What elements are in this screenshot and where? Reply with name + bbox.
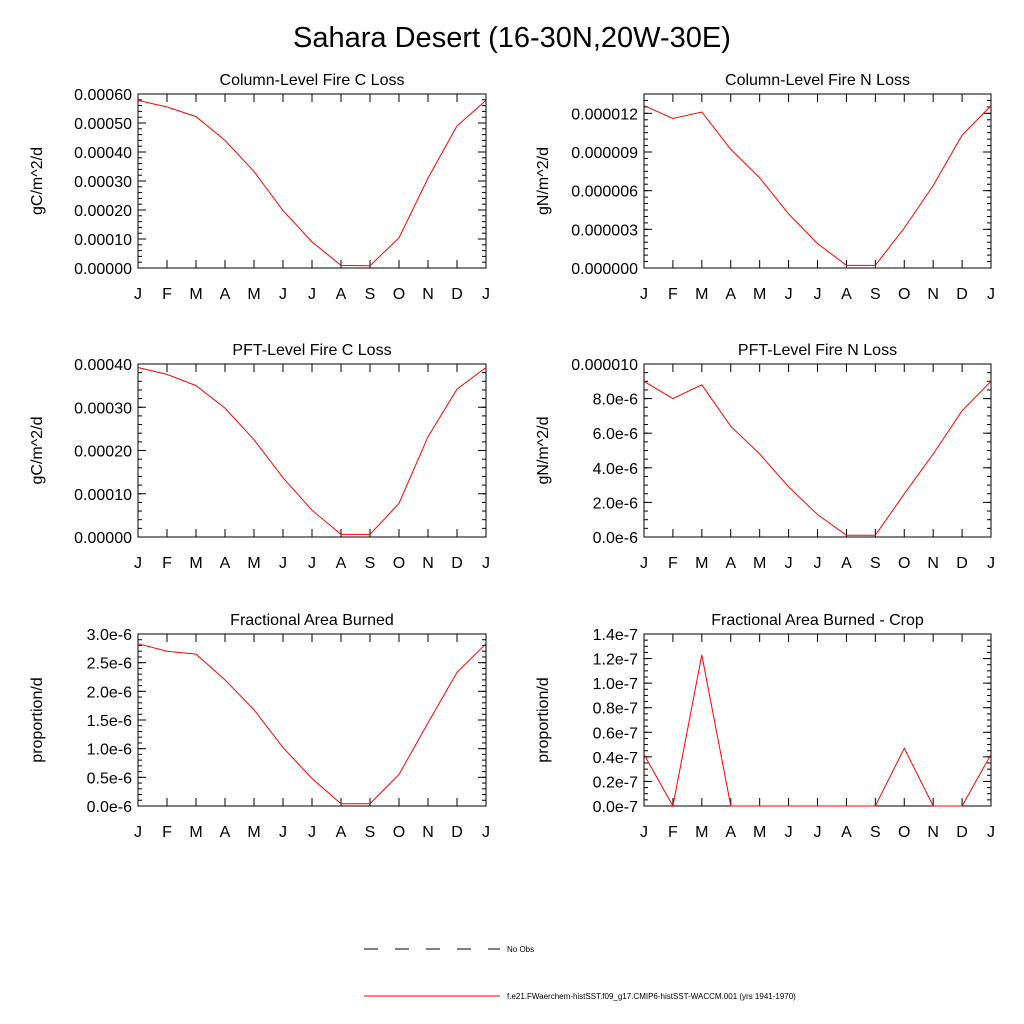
x-tick-label: A (335, 555, 347, 572)
x-tick-label: J (813, 555, 822, 572)
x-tick-label: D (451, 286, 463, 303)
x-tick-label: M (695, 286, 709, 303)
series-line-1 (644, 381, 991, 535)
y-tick-label: 2.0e-6 (86, 684, 132, 702)
x-tick-label: J (987, 286, 995, 303)
panel-title: Fractional Area Burned (230, 612, 394, 629)
series-line-1 (644, 655, 991, 806)
y-axis-label: proportion/d (29, 677, 46, 763)
x-tick-label: O (898, 824, 911, 841)
x-tick-label: A (725, 824, 737, 841)
x-tick-label: D (451, 555, 463, 572)
y-tick-label: 0.00020 (74, 443, 132, 461)
x-tick-label: F (668, 824, 678, 841)
x-tick-label: N (422, 286, 434, 303)
x-tick-label: O (392, 286, 406, 303)
y-tick-label: 6.0e-6 (592, 426, 638, 444)
x-tick-label: J (134, 555, 142, 572)
x-tick-label: J (987, 824, 995, 841)
x-tick-label: J (308, 555, 316, 572)
x-tick-label: N (422, 824, 434, 841)
y-axis-label: proportion/d (535, 677, 552, 763)
y-tick-label: 0.00040 (74, 357, 132, 374)
x-tick-label: A (841, 555, 852, 572)
x-tick-label: O (392, 555, 406, 572)
legend-label-no-obs: No Obs (507, 945, 535, 954)
series-line-1 (644, 106, 991, 266)
y-tick-label: 0.000006 (571, 183, 638, 201)
y-tick-label: 1.2e-7 (592, 651, 638, 669)
x-tick-label: N (927, 286, 939, 303)
x-tick-label: D (451, 824, 463, 841)
y-tick-label: 0.00010 (74, 232, 132, 249)
x-tick-label: J (279, 555, 287, 572)
x-tick-label: J (308, 286, 316, 303)
x-tick-label: D (956, 824, 968, 841)
x-tick-label: J (784, 824, 793, 841)
x-tick-label: J (308, 824, 316, 841)
x-tick-label: S (364, 555, 376, 572)
x-tick-label: J (640, 824, 648, 841)
y-tick-label: 0.4e-7 (592, 749, 638, 767)
panel-title: Column-Level Fire N Loss (725, 72, 910, 89)
x-tick-label: J (813, 286, 822, 303)
x-tick-label: J (279, 824, 287, 841)
chart-panel-1 (29, 72, 490, 303)
plot-frame (644, 634, 991, 806)
x-tick-label: J (784, 555, 793, 572)
x-tick-label: M (753, 286, 767, 303)
x-tick-label: O (898, 286, 911, 303)
x-tick-label: A (841, 286, 852, 303)
y-tick-label: 0.00030 (74, 400, 132, 418)
y-tick-label: 0.00000 (74, 530, 132, 547)
x-tick-label: S (869, 824, 881, 841)
x-tick-label: A (841, 824, 852, 841)
y-tick-label: 0.000010 (571, 357, 638, 374)
y-axis-label: gC/m^2/d (29, 416, 46, 485)
x-tick-label: N (927, 824, 939, 841)
series-line-1 (138, 368, 486, 535)
panel-title: Column-Level Fire C Loss (219, 72, 405, 89)
x-tick-label: O (392, 824, 406, 841)
y-axis-label: gN/m^2/d (535, 416, 552, 485)
x-tick-label: M (247, 555, 261, 572)
x-tick-label: S (869, 555, 881, 572)
plot-frame (644, 364, 991, 537)
y-tick-label: 0.00030 (74, 174, 132, 191)
chart-panel-5 (29, 612, 490, 841)
plot-frame (644, 94, 991, 268)
x-tick-label: A (725, 286, 737, 303)
x-tick-label: F (668, 286, 678, 303)
y-tick-label: 0.00060 (74, 87, 132, 104)
x-tick-label: J (987, 555, 995, 572)
x-tick-label: M (695, 555, 709, 572)
y-tick-label: 0.000000 (571, 261, 638, 278)
x-tick-label: S (364, 824, 376, 841)
x-tick-label: J (482, 286, 490, 303)
x-tick-label: M (753, 555, 767, 572)
x-tick-label: A (725, 555, 737, 572)
x-tick-label: J (482, 555, 490, 572)
x-tick-label: S (364, 286, 376, 303)
y-tick-label: 0.00050 (74, 116, 132, 133)
panel-title: Fractional Area Burned - Crop (711, 612, 924, 629)
x-tick-label: O (898, 555, 911, 572)
x-tick-label: J (813, 824, 822, 841)
x-tick-label: F (668, 555, 678, 572)
y-tick-label: 3.0e-6 (86, 627, 132, 644)
chart-panel-2 (535, 72, 995, 303)
series-line-1 (138, 644, 486, 804)
x-tick-label: J (640, 286, 648, 303)
y-tick-label: 4.0e-6 (592, 460, 638, 478)
x-tick-label: J (784, 286, 793, 303)
panel-title: PFT-Level Fire N Loss (737, 342, 898, 359)
x-tick-label: M (247, 824, 261, 841)
y-tick-label: 0.0e-6 (592, 530, 638, 547)
y-tick-label: 0.0e-6 (86, 799, 132, 816)
legend-label-model-run: f.e21.FWaerchem-histSST.f09_g17.CMIP6-histSST-WACCM.001 (yrs 1941-1970) (507, 992, 796, 1001)
y-tick-label: 0.00010 (74, 486, 132, 504)
x-tick-label: A (335, 286, 347, 303)
page-title: Sahara Desert (16-30N,20W-30E) (293, 22, 731, 54)
chart-panel-4 (535, 342, 995, 572)
y-tick-label: 0.2e-7 (592, 774, 638, 792)
y-tick-label: 1.0e-6 (86, 741, 132, 759)
y-tick-label: 0.8e-7 (592, 700, 638, 718)
y-tick-label: 0.00000 (74, 261, 132, 278)
x-tick-label: A (219, 824, 231, 841)
y-axis-label: gC/m^2/d (29, 147, 46, 215)
plot-frame (138, 364, 486, 537)
x-tick-label: M (189, 555, 203, 572)
x-tick-label: S (869, 286, 881, 303)
x-tick-label: A (219, 555, 231, 572)
y-tick-label: 0.00040 (74, 145, 132, 162)
x-tick-label: D (956, 286, 968, 303)
y-tick-label: 0.0e-7 (592, 799, 638, 816)
y-tick-label: 1.0e-7 (592, 676, 638, 694)
x-tick-label: M (753, 824, 767, 841)
x-tick-label: J (134, 286, 142, 303)
panel-title: PFT-Level Fire C Loss (232, 342, 392, 359)
x-tick-label: M (695, 824, 709, 841)
x-tick-label: J (279, 286, 287, 303)
y-tick-label: 0.000003 (571, 222, 638, 240)
x-tick-label: J (482, 824, 490, 841)
x-tick-label: F (162, 286, 172, 303)
chart-panel-6 (535, 612, 995, 841)
y-tick-label: 0.6e-7 (592, 725, 638, 743)
y-tick-label: 1.4e-7 (592, 627, 638, 644)
y-tick-label: 8.0e-6 (592, 391, 638, 409)
x-tick-label: M (189, 286, 203, 303)
x-tick-label: A (335, 824, 347, 841)
x-tick-label: N (927, 555, 939, 572)
series-line-1 (138, 100, 486, 265)
x-tick-label: M (247, 286, 261, 303)
x-tick-label: J (640, 555, 648, 572)
chart-panel-3 (29, 342, 490, 572)
y-tick-label: 0.000009 (571, 145, 638, 162)
y-axis-label: gN/m^2/d (535, 147, 552, 215)
x-tick-label: F (162, 824, 172, 841)
plot-frame (138, 634, 486, 806)
x-tick-label: M (189, 824, 203, 841)
x-tick-label: A (219, 286, 231, 303)
x-tick-label: N (422, 555, 434, 572)
y-tick-label: 0.5e-6 (86, 770, 132, 788)
y-tick-label: 2.5e-6 (86, 655, 132, 673)
y-tick-label: 1.5e-6 (86, 713, 132, 730)
x-tick-label: J (134, 824, 142, 841)
x-tick-label: F (162, 555, 172, 572)
x-tick-label: D (956, 555, 968, 572)
y-tick-label: 0.00020 (74, 203, 132, 220)
y-tick-label: 0.000012 (571, 106, 638, 124)
y-tick-label: 2.0e-6 (592, 495, 638, 513)
